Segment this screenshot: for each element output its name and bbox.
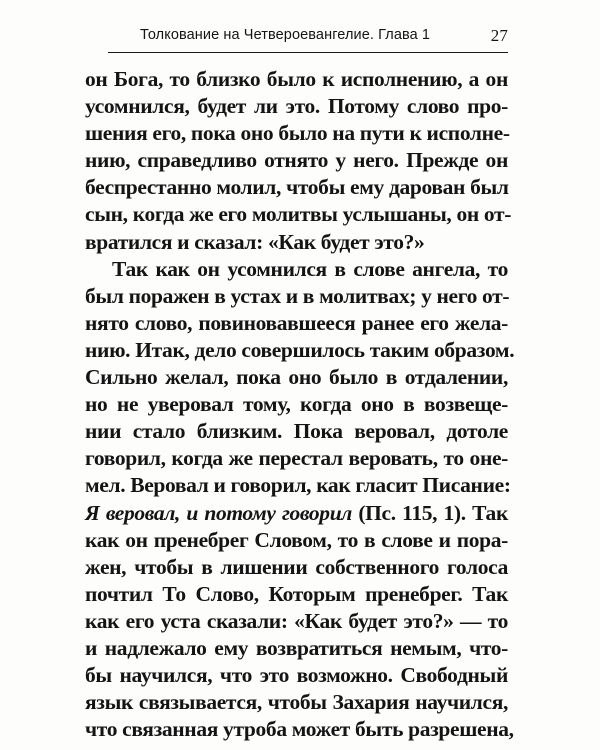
- running-head: [108, 26, 508, 48]
- text-line: язык связывается, чтобы Захария научился,: [85, 690, 508, 715]
- text-line: мел. Веровал и говорил, как гласит Писание:: [85, 473, 511, 498]
- text-line: шения его, пока оно было на пути к исполне-: [85, 121, 510, 146]
- text-line: бы научился, что это возможно. Свободный: [85, 663, 508, 688]
- text-line: как его уста сказали: «Как будет это?» — то: [85, 608, 508, 633]
- text-line: вратился и сказал: «Как будет это?»: [85, 229, 425, 254]
- text-line: нии стало близким. Пока веровал, дотоле: [85, 419, 508, 444]
- header-rule: [108, 52, 508, 53]
- text-line: усомнился, будет ли это. Потому слово про-: [85, 94, 508, 119]
- text-line: нию, справедливо отнято у него. Прежде он: [85, 148, 508, 173]
- paragraph-first-line: Так как он усомнился в слове ангела, то: [112, 256, 508, 281]
- scripture-reference: (Пс. 115, 1). Так: [352, 500, 508, 525]
- text-line: и надлежало ему возвратиться немым, что-: [85, 635, 508, 660]
- text-line: Сильно желал, пока оно было в отдалении,: [85, 365, 508, 390]
- text-line: он Бога, то близко было к исполнению, а он: [85, 67, 508, 91]
- text-line: говорил, когда же перестал веровать, то оне-: [85, 446, 508, 471]
- text-line: что связанная утроба может быть разрешена,: [85, 717, 514, 742]
- text-line: но не уверовал тому, когда оно в возвеще-: [85, 392, 508, 417]
- text-line: сын, когда же его молитвы услышаны, он от-: [85, 202, 512, 227]
- text-line: был поражен в устах и в молитвах; у него от-: [85, 283, 510, 308]
- text-line: почтил То Слово, Которым пренебрег. Так: [85, 581, 508, 606]
- page-number: 27: [490, 26, 508, 45]
- text-line: нию. Итак, дело совершилось таким образом.: [85, 337, 515, 362]
- text-line: как он пренебрег Словом, то в слове и пора-: [85, 527, 508, 552]
- text-line: беспрестанно молил, чтобы ему дарован был: [85, 175, 509, 200]
- scripture-quote: Я веровал, и потому говорил: [85, 500, 352, 525]
- body-text: [85, 66, 515, 743]
- running-title: Толкование на Четвероевангелие. Глава 1: [140, 27, 431, 43]
- text-line: нято слово, повиновавшееся ранее его жела-: [85, 310, 508, 335]
- scripture-quote-line: [85, 500, 508, 527]
- text-line: жен, чтобы в лишении собственного голоса: [85, 554, 508, 579]
